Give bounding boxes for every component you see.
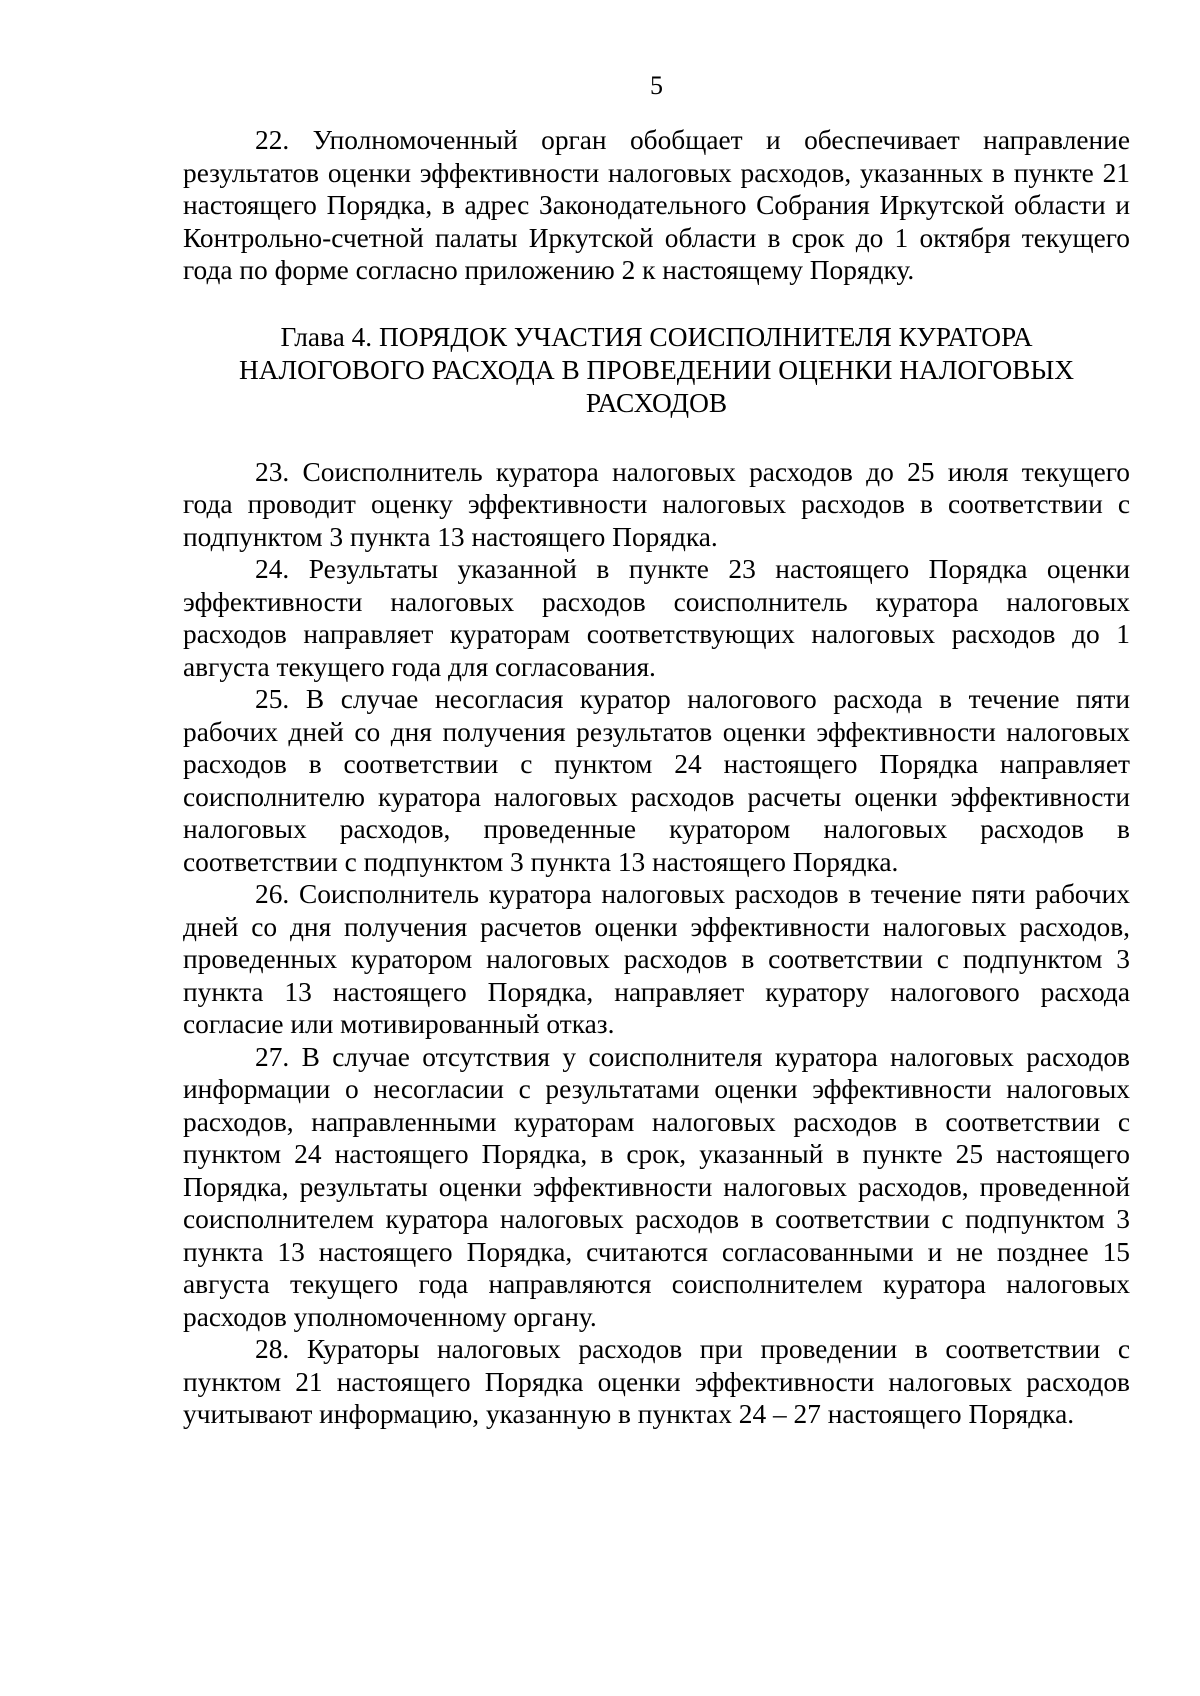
paragraph-28: 28. Кураторы налоговых расходов при проведении в соответствии с пунктом 21 настоящего Порядка оценки эффективности налоговых расходов учитывают информацию, указанную в пунктах 24 – 27 настоящего Порядка. [183,1334,1130,1429]
page-number: 5 [650,71,663,100]
chapter-title-line-2: НАЛОГОВОГО РАСХОДА В ПРОВЕДЕНИИ ОЦЕНКИ НАЛОГОВЫХ [238,354,1075,385]
chapter-title-line-1: Глава 4. ПОРЯДОК УЧАСТИЯ СОИСПОЛНИТЕЛЯ КУРАТОРА [280,321,1033,352]
paragraph-26: 26. Соисполнитель куратора налоговых расходов в течение пяти рабочих дней со дня получения расчетов оценки эффективности налоговых расходов, проведенных куратором налоговых расходов в соответствии с подпунктом 3 пункта 13 настоящего Порядка, направляет куратору налогового расхода согласие или мотивированный отказ. [183,879,1130,1039]
paragraph-22: 22. Уполномоченный орган обобщает и обеспечивает направление результатов оценки эффективности налоговых расходов, указанных в пункте 21 настоящего Порядка, в адрес Законодательного Собрания Иркутской области и Контрольно-счетной палаты Иркутской области в срок до 1 октября текущего года по форме согласно приложению 2 к настоящему Порядку. [183,125,1130,285]
paragraph-24: 24. Результаты указанной в пункте 23 настоящего Порядка оценки эффективности налоговых расходов соисполнитель куратора налоговых расходов направляет кураторам соответствующих налоговых расходов до 1 августа текущего года для согласования. [183,554,1130,682]
paragraph-23: 23. Соисполнитель куратора налоговых расходов до 25 июля текущего года проводит оценку эффективности налоговых расходов в соответствии с подпунктом 3 пункта 13 настоящего Порядка. [183,456,1130,552]
chapter-title [183,321,1130,420]
paragraph-27: 27. В случае отсутствия у соисполнителя куратора налоговых расходов информации о несогласии с результатами оценки эффективности налоговых расходов, направленными кураторам налоговых расходов в соответствии с пунктом 24 настоящего Порядка, в срок, указанный в пункте 25 настоящего Порядка, результаты оценки эффективности налоговых расходов, проведенной соисполнителем куратора налоговых расходов в соответствии с подпунктом 3 пункта 13 настоящего Порядка, считаются согласованными и не позднее 15 августа текущего года направляются соисполнителем куратора налоговых расходов уполномоченному органу. [183,1041,1130,1332]
paragraph-25: 25. В случае несогласия куратор налогового расхода в течение пяти рабочих дней со дня получения результатов оценки эффективности налоговых расходов в соответствии с пунктом 24 настоящего Порядка направляет соисполнителю куратора налоговых расходов расчеты оценки эффективности налоговых расходов, проведенные куратором налоговых расходов в соответствии с подпунктом 3 пункта 13 настоящего Порядка. [183,684,1130,877]
chapter-title-line-3: РАСХОДОВ [585,387,728,418]
